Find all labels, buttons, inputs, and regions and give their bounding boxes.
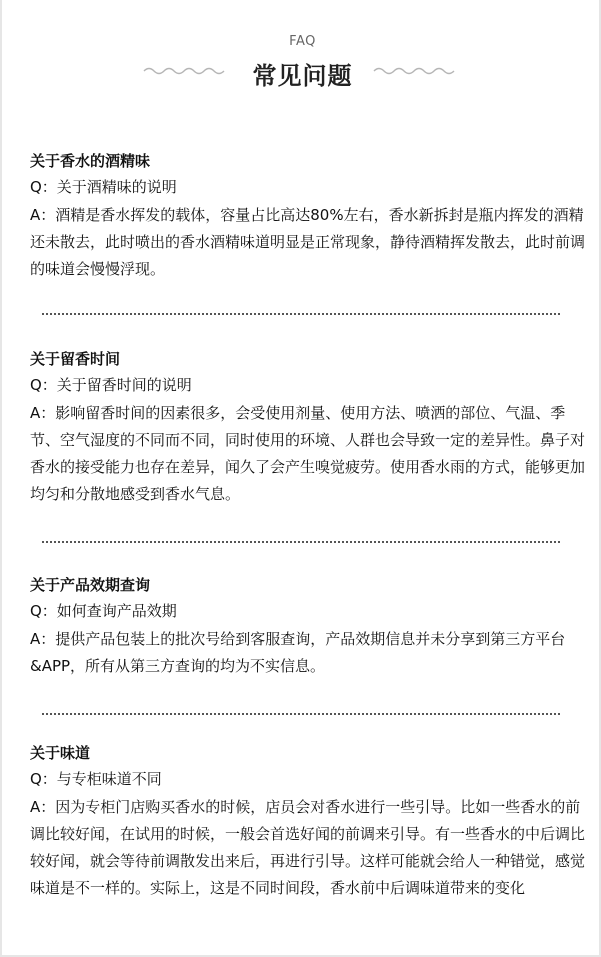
faq-section-expiry [30,572,586,680]
faq-section-longevity [30,346,586,508]
dotted-divider [42,313,560,315]
page-title: 常见问题 [252,62,353,90]
section-question: Q：如何查询产品效期 [30,602,177,620]
dotted-divider [42,713,560,715]
faq-section-scent [30,740,586,902]
section-answer: A：酒精是香水挥发的载体，容量占比高达80%左右，香水新拆封是瓶内挥发的酒精还未散去，此时喷出的香水酒精味道明显是正常现象，静待酒精挥发散去，此时前调的味道会慢慢浮现。 [30,206,586,278]
section-title: 关于味道 [30,744,91,762]
section-answer: A：提供产品包装上的批次号给到客服查询，产品效期信息并未分享到第三方平台&APP，所有从第三方查询的均为不实信息。 [30,630,566,675]
section-question: Q：关于酒精味的说明 [30,178,177,196]
dotted-divider [42,541,560,543]
section-title: 关于留香时间 [30,350,121,368]
section-answer: A：影响留香时间的因素很多，会受使用剂量、使用方法、喷洒的部位、气温、季节、空气湿度的不同而不同，同时使用的环境、人群也会导致一定的差异性。鼻子对香水的接受能力也存在差异，闻久了会产生嗅觉疲劳。使用香水雨的方式，能够更加均匀和分散地感受到香水气息。 [30,404,586,503]
wave-decoration-right [372,64,456,78]
faq-section-alcohol [30,148,586,283]
section-question: Q：关于留香时间的说明 [30,376,192,394]
faq-subtitle: FAQ [289,34,316,49]
faq-header [2,30,601,100]
section-answer: A：因为专柜门店购买香水的时候，店员会对香水进行一些引导。比如一些香水的前调比较好闻，在试用的时候，一般会首选好闻的前调来引导。有一些香水的中后调比较好闻，就会等待前调散发出来后，再进行引导。这样可能就会给人一种错觉，感觉味道是不一样的。实际上，这是不同时间段，香水前中后调味道带来的变化 [30,798,586,897]
section-question: Q：与专柜味道不同 [30,770,162,788]
section-title: 关于产品效期查询 [30,576,151,594]
section-title: 关于香水的酒精味 [30,152,151,170]
